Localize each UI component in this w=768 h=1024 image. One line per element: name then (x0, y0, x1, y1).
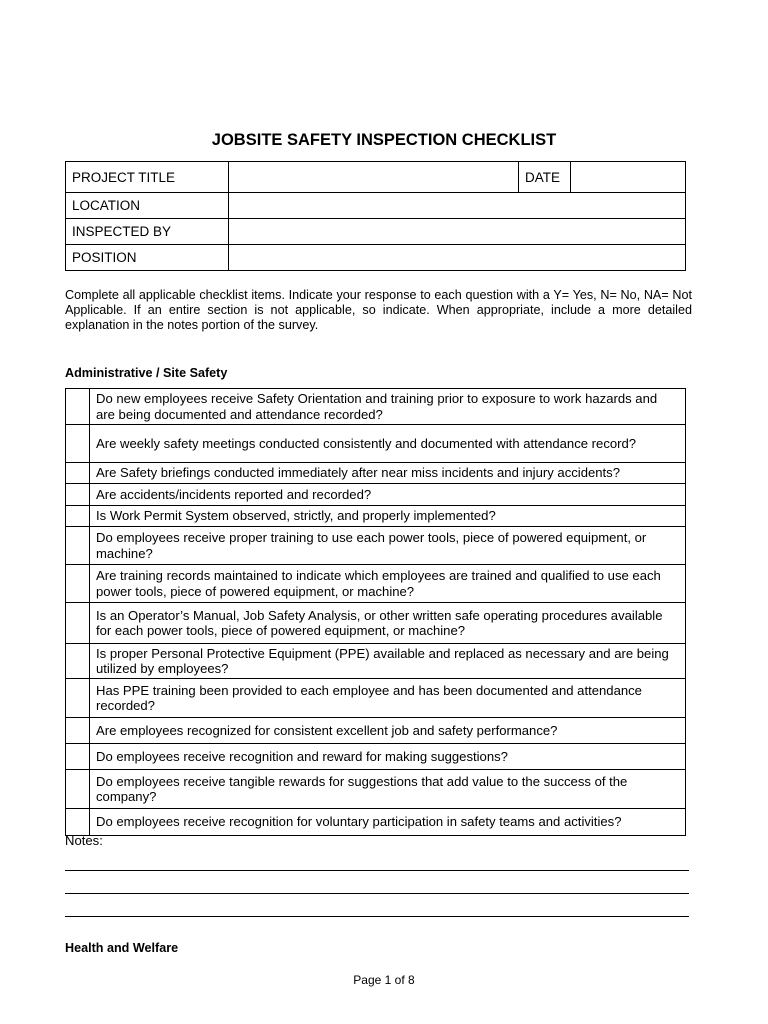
project-title-label: PROJECT TITLE (66, 162, 229, 193)
notes-line[interactable] (65, 893, 689, 894)
checklist-question: Is proper Personal Protective Equipment (PPE) available and replaced as necessary and are being utilized by employees? (90, 644, 686, 679)
inspected-by-label: INSPECTED BY (66, 219, 229, 245)
response-checkbox[interactable] (66, 809, 90, 836)
section-heading-administrative: Administrative / Site Safety (65, 366, 228, 380)
checklist-row (66, 484, 686, 506)
checklist-row (66, 770, 686, 809)
page-title: JOBSITE SAFETY INSPECTION CHECKLIST (211, 131, 557, 149)
checklist-row (66, 718, 686, 744)
checklist-row (66, 679, 686, 718)
project-title-field[interactable] (229, 162, 519, 193)
checklist-row (66, 506, 686, 527)
inspected-by-field[interactable] (229, 219, 686, 245)
notes-label: Notes: (65, 833, 103, 848)
response-checkbox[interactable] (66, 744, 90, 770)
date-label: DATE (519, 162, 571, 193)
response-checkbox[interactable] (66, 389, 90, 425)
response-checkbox[interactable] (66, 527, 90, 565)
checklist-row (66, 565, 686, 603)
section-heading-health-welfare: Health and Welfare (65, 941, 179, 955)
page-number: Page 1 of 8 (353, 973, 415, 987)
response-checkbox[interactable] (66, 603, 90, 644)
response-checkbox[interactable] (66, 770, 90, 809)
response-checkbox[interactable] (66, 463, 90, 484)
checklist-question: Do employees receive recognition and reward for making suggestions? (90, 744, 686, 770)
checklist-row (66, 644, 686, 679)
checklist-row (66, 389, 686, 425)
checklist-question: Do employees receive recognition for voluntary participation in safety teams and activities? (90, 809, 686, 836)
checklist-row (66, 527, 686, 565)
position-label: POSITION (66, 245, 229, 271)
instructions-text: Complete all applicable checklist items. Indicate your response to each question with a Y= Yes, N= No, NA= Not Applicable. If an entire section is not applicable, so indicate. When appropriate, include a more detailed explanation in the notes portion of the survey. (65, 288, 692, 332)
response-checkbox[interactable] (66, 679, 90, 718)
checklist-question: Do employees receive tangible rewards for suggestions that add value to the success of the company? (90, 770, 686, 809)
project-info-table (65, 161, 686, 271)
response-checkbox[interactable] (66, 484, 90, 506)
location-field[interactable] (229, 193, 686, 219)
checklist-question: Are employees recognized for consistent excellent job and safety performance? (90, 718, 686, 744)
checklist-question: Are accidents/incidents reported and recorded? (90, 484, 686, 506)
response-checkbox[interactable] (66, 718, 90, 744)
checklist-question: Has PPE training been provided to each employee and has been documented and attendance recorded? (90, 679, 686, 718)
checklist-row (66, 425, 686, 463)
administrative-checklist (65, 388, 686, 836)
response-checkbox[interactable] (66, 565, 90, 603)
checklist-question: Do new employees receive Safety Orientation and training prior to exposure to work hazards and are being documented and attendance recorded? (90, 389, 686, 425)
notes-line[interactable] (65, 870, 689, 871)
position-field[interactable] (229, 245, 686, 271)
checklist-question: Do employees receive proper training to use each power tools, piece of powered equipment, or machine? (90, 527, 686, 565)
checklist-row (66, 744, 686, 770)
date-field[interactable] (571, 162, 686, 193)
notes-line[interactable] (65, 916, 689, 917)
location-label: LOCATION (66, 193, 229, 219)
response-checkbox[interactable] (66, 506, 90, 527)
checklist-row (66, 463, 686, 484)
checklist-question: Are weekly safety meetings conducted consistently and documented with attendance record? (90, 425, 686, 463)
checklist-row (66, 603, 686, 644)
checklist-row (66, 809, 686, 836)
checklist-question: Are Safety briefings conducted immediately after near miss incidents and injury accidents? (90, 463, 686, 484)
response-checkbox[interactable] (66, 425, 90, 463)
checklist-question: Is Work Permit System observed, strictly, and properly implemented? (90, 506, 686, 527)
response-checkbox[interactable] (66, 644, 90, 679)
checklist-question: Is an Operator’s Manual, Job Safety Analysis, or other written safe operating procedures available for each power tools, piece of powered equipment, or machine? (90, 603, 686, 644)
checklist-question: Are training records maintained to indicate which employees are trained and qualified to use each power tools, piece of powered equipment, or machine? (90, 565, 686, 603)
